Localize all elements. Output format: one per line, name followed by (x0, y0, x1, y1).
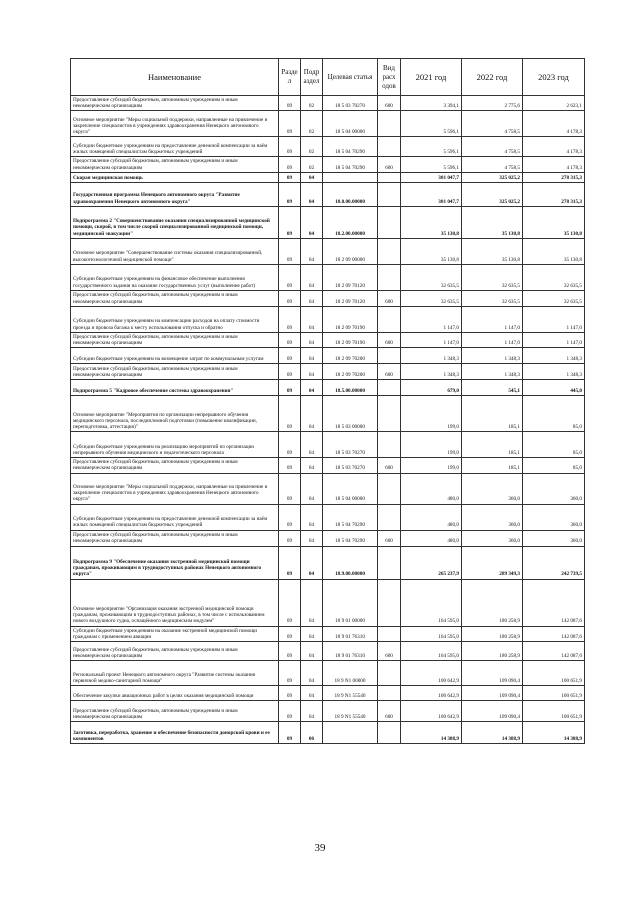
row-name: Обеспечение закупки авиационных работ в целях оказания медицинской помощи (71, 686, 279, 701)
row-value-2022: 360,0 (462, 473, 523, 504)
table-row (71, 290, 585, 306)
row-value-2022: 35 130,8 (462, 206, 523, 238)
row-value-2021: 199,0 (401, 432, 462, 458)
row-value-2023: 100 651,9 (523, 701, 585, 722)
row-name: Предоставление субсидий бюджетным, автономным учреждениям и иным некоммерческим организациям (71, 332, 279, 347)
row-value-2023: 1 348,3 (523, 364, 585, 380)
row-expense-type (378, 722, 401, 744)
row-target-article (323, 172, 378, 182)
row-value-2023: 360,0 (523, 530, 585, 546)
page-number: 39 (314, 842, 326, 854)
row-value-2021: 480,0 (401, 530, 462, 546)
row-expense-type: 600 (378, 332, 401, 347)
row-value-2021: 199,0 (401, 396, 462, 432)
row-value-2022: 1 147,0 (462, 332, 523, 347)
row-value-2021: 164 595,0 (401, 642, 462, 661)
row-expense-type (378, 111, 401, 137)
row-section: 09 (279, 264, 301, 290)
row-value-2023: 1 147,0 (523, 332, 585, 347)
row-value-2022: 35 130,8 (462, 238, 523, 264)
row-target-article: 18 2 09 70120 (323, 264, 378, 290)
row-value-2023: 32 635,5 (523, 290, 585, 306)
row-value-2021: 5 596,1 (401, 157, 462, 172)
row-expense-type (378, 546, 401, 579)
row-section: 09 (279, 172, 301, 182)
row-value-2022: 180 258,9 (462, 642, 523, 661)
table-row (71, 701, 585, 722)
row-subsection: 04 (301, 661, 323, 686)
row-subsection: 02 (301, 137, 323, 157)
row-value-2023: 100 651,9 (523, 661, 585, 686)
row-value-2022: 4 758,5 (462, 157, 523, 172)
row-value-2023: 242 739,5 (523, 546, 585, 579)
row-name: Субсидии бюджетным учреждениям на возмещение затрат по коммунальным услугам (71, 348, 279, 364)
table-row (71, 264, 585, 290)
row-value-2023: 278 315,3 (523, 172, 585, 182)
row-target-article: 18 5 04 00000 (323, 111, 378, 137)
row-value-2021: 1 147,0 (401, 332, 462, 347)
row-value-2022: 360,0 (462, 530, 523, 546)
row-value-2021: 301 047,7 (401, 172, 462, 182)
row-value-2022: 185,1 (462, 432, 523, 458)
row-target-article: 18 2 09 70190 (323, 306, 378, 332)
table-row (71, 172, 585, 182)
row-section: 09 (279, 364, 301, 380)
row-target-article: 18 2 09 70200 (323, 348, 378, 364)
row-subsection: 04 (301, 332, 323, 347)
row-section: 09 (279, 157, 301, 172)
table-row (71, 642, 585, 661)
row-value-2023: 142 087,6 (523, 626, 585, 641)
row-value-2021: 1 348,3 (401, 348, 462, 364)
row-name: Предоставление субсидий бюджетным, автономным учреждениям и иным некоммерческим организациям (71, 290, 279, 306)
row-value-2022: 185,1 (462, 458, 523, 473)
header-year-2021: 2021 год (401, 59, 462, 96)
row-value-2023: 35 130,8 (523, 206, 585, 238)
row-value-2022: 109 090,4 (462, 661, 523, 686)
header-expense-type: Вид расх одов (378, 59, 401, 96)
row-expense-type (378, 264, 401, 290)
table-row (71, 432, 585, 458)
row-value-2022: 185,1 (462, 396, 523, 432)
row-target-article: 18.9.00.00000 (323, 546, 378, 579)
row-target-article: 18 9 01 00000 (323, 579, 378, 626)
row-expense-type (378, 206, 401, 238)
row-section: 09 (279, 306, 301, 332)
row-value-2022: 4 758,5 (462, 111, 523, 137)
row-expense-type (378, 137, 401, 157)
row-section: 09 (279, 396, 301, 432)
table-row (71, 206, 585, 238)
row-value-2021: 3 394,1 (401, 96, 462, 111)
row-value-2022: 32 635,5 (462, 290, 523, 306)
table-row (71, 686, 585, 701)
row-value-2021: 100 642,9 (401, 686, 462, 701)
row-value-2021: 1 348,3 (401, 364, 462, 380)
row-expense-type: 600 (378, 364, 401, 380)
row-target-article (323, 722, 378, 744)
row-expense-type (378, 504, 401, 530)
row-name: Основное мероприятие "Организация оказания экстренной медицинской помощи гражданам, проживающим в труднодоступных районах, в том числе с использованием нового воздушного судна, оснащённого медицинским модулем" (71, 579, 279, 626)
row-section: 09 (279, 701, 301, 722)
row-target-article: 18 5 03 70270 (323, 458, 378, 473)
table-body (71, 96, 585, 744)
row-name: Скорая медицинская помощь (71, 172, 279, 182)
row-section: 09 (279, 722, 301, 744)
row-target-article: 18.2.00.00000 (323, 206, 378, 238)
row-target-article: 18 5 03 00000 (323, 396, 378, 432)
row-name: Заготовка, переработка, хранение и обеспечение безопасности донорской крови и ее компонентов (71, 722, 279, 744)
row-subsection: 04 (301, 380, 323, 396)
row-value-2021: 301 047,7 (401, 182, 462, 206)
row-value-2021: 35 130,8 (401, 206, 462, 238)
row-section: 09 (279, 206, 301, 238)
row-value-2022: 180 258,9 (462, 626, 523, 641)
row-expense-type (378, 348, 401, 364)
row-expense-type (378, 661, 401, 686)
table-row (71, 380, 585, 396)
row-name: Субсидии бюджетным учреждениям на финансовое обеспечение выполнения государственного задания на оказание государственных услуг (выполнение работ) (71, 264, 279, 290)
row-target-article: 18.0.00.00000 (323, 182, 378, 206)
row-value-2023: 14 388,9 (523, 722, 585, 744)
row-value-2022: 1 348,3 (462, 348, 523, 364)
table-row (71, 626, 585, 641)
row-name: Субсидии бюджетным учреждениям на компенсацию расходов на оплату стоимости проезда и провоза багажа к месту использования отпуска и обратно (71, 306, 279, 332)
row-value-2022: 2 775,6 (462, 96, 523, 111)
row-expense-type: 600 (378, 530, 401, 546)
row-expense-type: 600 (378, 96, 401, 111)
row-name: Предоставление субсидий бюджетным, автономным учреждениям и иным некоммерческим организациям (71, 701, 279, 722)
row-subsection: 04 (301, 206, 323, 238)
row-subsection: 04 (301, 264, 323, 290)
row-value-2022: 14 388,9 (462, 722, 523, 744)
row-target-article: 18 5 03 70270 (323, 432, 378, 458)
row-section: 09 (279, 546, 301, 579)
row-value-2022: 4 758,5 (462, 137, 523, 157)
row-expense-type (378, 473, 401, 504)
row-value-2022: 1 348,3 (462, 364, 523, 380)
row-subsection: 04 (301, 701, 323, 722)
row-expense-type (378, 380, 401, 396)
row-value-2023: 85,0 (523, 458, 585, 473)
row-subsection: 02 (301, 96, 323, 111)
table-row (71, 364, 585, 380)
row-name: Предоставление субсидий бюджетным, автономным учреждениям и иным некоммерческим организациям (71, 642, 279, 661)
row-name: Субсидии бюджетным учреждениям на предоставление денежной компенсации за наём жилых помещений специалистам бюджетных учреждений (71, 137, 279, 157)
row-subsection: 04 (301, 172, 323, 182)
row-subsection: 04 (301, 579, 323, 626)
row-value-2021: 164 595,0 (401, 626, 462, 641)
row-value-2023: 142 087,6 (523, 579, 585, 626)
table-row (71, 157, 585, 172)
row-target-article: 18 5 04 00000 (323, 473, 378, 504)
row-value-2022: 325 025,2 (462, 172, 523, 182)
row-expense-type: 600 (378, 642, 401, 661)
row-name: Региональный проект Ненецкого автономного округа "Развитие системы оказания первичной медико-санитарной помощи" (71, 661, 279, 686)
table-row (71, 396, 585, 432)
row-name: Подпрограмма 5 "Кадровое обеспечение системы здравоохранения" (71, 380, 279, 396)
table-row (71, 579, 585, 626)
row-value-2022: 109 090,4 (462, 686, 523, 701)
row-subsection: 04 (301, 642, 323, 661)
row-expense-type: 600 (378, 290, 401, 306)
row-value-2022: 1 147,0 (462, 306, 523, 332)
header-year-2022: 2022 год (462, 59, 523, 96)
row-value-2021: 32 635,5 (401, 290, 462, 306)
row-name: Подпрограмма 2 "Совершенствование оказания специализированной медицинской помощи, скорой, в том числе скорой специализированной медицинской помощи, медицинской эвакуации" (71, 206, 279, 238)
row-section: 09 (279, 96, 301, 111)
row-section: 09 (279, 626, 301, 641)
row-section: 09 (279, 473, 301, 504)
row-value-2023: 85,0 (523, 432, 585, 458)
budget-table (70, 58, 585, 744)
row-subsection: 04 (301, 364, 323, 380)
row-subsection: 04 (301, 238, 323, 264)
row-value-2021: 164 595,0 (401, 579, 462, 626)
table-row (71, 306, 585, 332)
row-target-article: 18 9 N1 00000 (323, 661, 378, 686)
table-row (71, 182, 585, 206)
row-name: Предоставление субсидий бюджетным, автономным учреждениям и иным некоммерческим организациям (71, 157, 279, 172)
row-value-2022: 325 025,2 (462, 182, 523, 206)
row-value-2021: 32 635,5 (401, 264, 462, 290)
row-name: Основное мероприятие "Меры социальной поддержки, направленные на привлечение и закрепление специалистов в учреждениях здравоохранения Ненецкого автономного округа" (71, 473, 279, 504)
row-target-article: 18 9 N1 55540 (323, 686, 378, 701)
table-row (71, 238, 585, 264)
table-row (71, 348, 585, 364)
row-subsection: 04 (301, 458, 323, 473)
row-subsection: 04 (301, 182, 323, 206)
table-row (71, 458, 585, 473)
header-target-article: Целевая статья (323, 59, 378, 96)
row-value-2023: 4 178,3 (523, 137, 585, 157)
row-target-article: 18 2 09 70120 (323, 290, 378, 306)
row-value-2023: 1 147,0 (523, 306, 585, 332)
row-name: Государственная программа Ненецкого автономного округа "Развитие здравоохранения Ненецкого автономного округа" (71, 182, 279, 206)
row-section: 09 (279, 642, 301, 661)
row-section: 09 (279, 458, 301, 473)
row-value-2023: 360,0 (523, 504, 585, 530)
row-target-article: 18 5 04 70290 (323, 504, 378, 530)
row-subsection: 04 (301, 504, 323, 530)
table-row (71, 546, 585, 579)
row-value-2022: 32 635,5 (462, 264, 523, 290)
row-value-2022: 545,1 (462, 380, 523, 396)
row-value-2021: 100 642,9 (401, 661, 462, 686)
row-value-2023: 445,0 (523, 380, 585, 396)
row-target-article: 18 5 04 70290 (323, 530, 378, 546)
row-value-2023: 4 178,3 (523, 111, 585, 137)
row-expense-type (378, 306, 401, 332)
row-target-article: 18 5 04 70290 (323, 137, 378, 157)
row-section: 09 (279, 380, 301, 396)
table-row (71, 504, 585, 530)
row-name: Предоставление субсидий бюджетным, автономным учреждениям и иным некоммерческим организациям (71, 96, 279, 111)
row-target-article: 18 2 09 70190 (323, 332, 378, 347)
row-value-2023: 32 635,5 (523, 264, 585, 290)
row-value-2021: 100 642,9 (401, 701, 462, 722)
row-section: 09 (279, 504, 301, 530)
row-subsection: 04 (301, 473, 323, 504)
row-subsection: 04 (301, 626, 323, 641)
row-subsection: 04 (301, 396, 323, 432)
row-expense-type: 600 (378, 157, 401, 172)
row-expense-type (378, 626, 401, 641)
row-subsection: 04 (301, 432, 323, 458)
table-row (71, 96, 585, 111)
row-value-2021: 14 388,9 (401, 722, 462, 744)
row-subsection: 04 (301, 290, 323, 306)
row-target-article: 18 2 09 70200 (323, 364, 378, 380)
row-section: 09 (279, 530, 301, 546)
row-expense-type (378, 432, 401, 458)
row-name: Субсидии бюджетным учреждениям на оказание экстренной медицинской помощи гражданам с применением авиации (71, 626, 279, 641)
row-name: Предоставление субсидий бюджетным, автономным учреждениям и иным некоммерческим организациям (71, 530, 279, 546)
row-expense-type: 600 (378, 458, 401, 473)
row-section: 09 (279, 348, 301, 364)
row-name: Субсидии бюджетным учреждениям на предоставление денежной компенсации за наём жилых помещений специалистам бюджетных учреждений (71, 504, 279, 530)
row-name: Предоставление субсидий бюджетным, автономным учреждениям и иным некоммерческим организациям (71, 458, 279, 473)
row-subsection: 04 (301, 546, 323, 579)
row-expense-type (378, 238, 401, 264)
row-expense-type (378, 579, 401, 626)
row-value-2023: 100 651,9 (523, 686, 585, 701)
row-subsection: 04 (301, 348, 323, 364)
row-section: 09 (279, 661, 301, 686)
row-value-2023: 2 623,1 (523, 96, 585, 111)
row-target-article: 18 2 09 00000 (323, 238, 378, 264)
header-section: Разде л (279, 59, 301, 96)
row-value-2021: 5 596,1 (401, 137, 462, 157)
header-name: Наименование (71, 59, 279, 96)
row-target-article: 18 5 03 70270 (323, 96, 378, 111)
row-subsection: 02 (301, 111, 323, 137)
row-name: Основное мероприятие "Меры социальной поддержки, направленные на привлечение и закрепление специалистов в учреждениях здравоохранения Ненецкого автономного округа" (71, 111, 279, 137)
header-year-2023: 2023 год (523, 59, 585, 96)
row-section: 09 (279, 579, 301, 626)
row-value-2023: 35 130,8 (523, 238, 585, 264)
row-name: Предоставление субсидий бюджетным, автономным учреждениям и иным некоммерческим организациям (71, 364, 279, 380)
table-row (71, 722, 585, 744)
table-row (71, 137, 585, 157)
row-target-article: 18.5.00.00000 (323, 380, 378, 396)
row-value-2021: 35 130,8 (401, 238, 462, 264)
row-value-2023: 142 087,6 (523, 642, 585, 661)
row-value-2022: 180 258,9 (462, 579, 523, 626)
row-value-2022: 109 090,4 (462, 701, 523, 722)
row-value-2021: 679,0 (401, 380, 462, 396)
table-header-row (71, 59, 585, 96)
row-section: 09 (279, 290, 301, 306)
row-section: 09 (279, 432, 301, 458)
row-value-2023: 360,0 (523, 473, 585, 504)
row-subsection: 04 (301, 686, 323, 701)
row-section: 09 (279, 137, 301, 157)
row-target-article: 18 9 N1 55540 (323, 701, 378, 722)
table-row (71, 332, 585, 347)
row-subsection: 04 (301, 306, 323, 332)
row-name: Подпрограмма 9 "Обеспечение оказания экстренной медицинской помощи гражданам, проживающим в труднодоступных районах Ненецкого автономного округа" (71, 546, 279, 579)
row-value-2021: 480,0 (401, 504, 462, 530)
table-row (71, 530, 585, 546)
row-value-2021: 1 147,0 (401, 306, 462, 332)
row-name: Основное мероприятие "Мероприятия по организации непрерывного обучения медицинского персонала, последипломной подготовки (повышение квалификации, переподготовка, аттестация)" (71, 396, 279, 432)
table-row (71, 473, 585, 504)
header-subsection: Подр аздел (301, 59, 323, 96)
row-value-2022: 289 349,3 (462, 546, 523, 579)
row-target-article: 18 5 04 70290 (323, 157, 378, 172)
row-subsection: 02 (301, 157, 323, 172)
row-section: 09 (279, 686, 301, 701)
row-expense-type (378, 396, 401, 432)
row-section: 09 (279, 238, 301, 264)
row-target-article: 18 9 01 76310 (323, 626, 378, 641)
row-name: Субсидии бюджетным учреждениям на реализацию мероприятий по организации непрерывного обучения медицинского и педагогического персонала (71, 432, 279, 458)
table-row (71, 661, 585, 686)
row-section: 09 (279, 332, 301, 347)
row-target-article: 18 9 01 76310 (323, 642, 378, 661)
row-value-2023: 1 348,3 (523, 348, 585, 364)
row-value-2021: 5 596,1 (401, 111, 462, 137)
row-value-2021: 199,0 (401, 458, 462, 473)
row-subsection: 04 (301, 530, 323, 546)
row-expense-type: 600 (378, 701, 401, 722)
row-value-2021: 265 237,9 (401, 546, 462, 579)
row-value-2023: 85,0 (523, 396, 585, 432)
row-value-2021: 480,0 (401, 473, 462, 504)
row-expense-type (378, 172, 401, 182)
row-value-2022: 360,0 (462, 504, 523, 530)
row-subsection: 06 (301, 722, 323, 744)
row-expense-type (378, 686, 401, 701)
row-value-2023: 278 315,3 (523, 182, 585, 206)
table-row (71, 111, 585, 137)
row-section: 09 (279, 111, 301, 137)
row-section: 09 (279, 182, 301, 206)
row-name: Основное мероприятие "Совершенствование системы оказания специализированной, высокотехнологичной медицинской помощи" (71, 238, 279, 264)
row-expense-type (378, 182, 401, 206)
row-value-2023: 4 178,3 (523, 157, 585, 172)
